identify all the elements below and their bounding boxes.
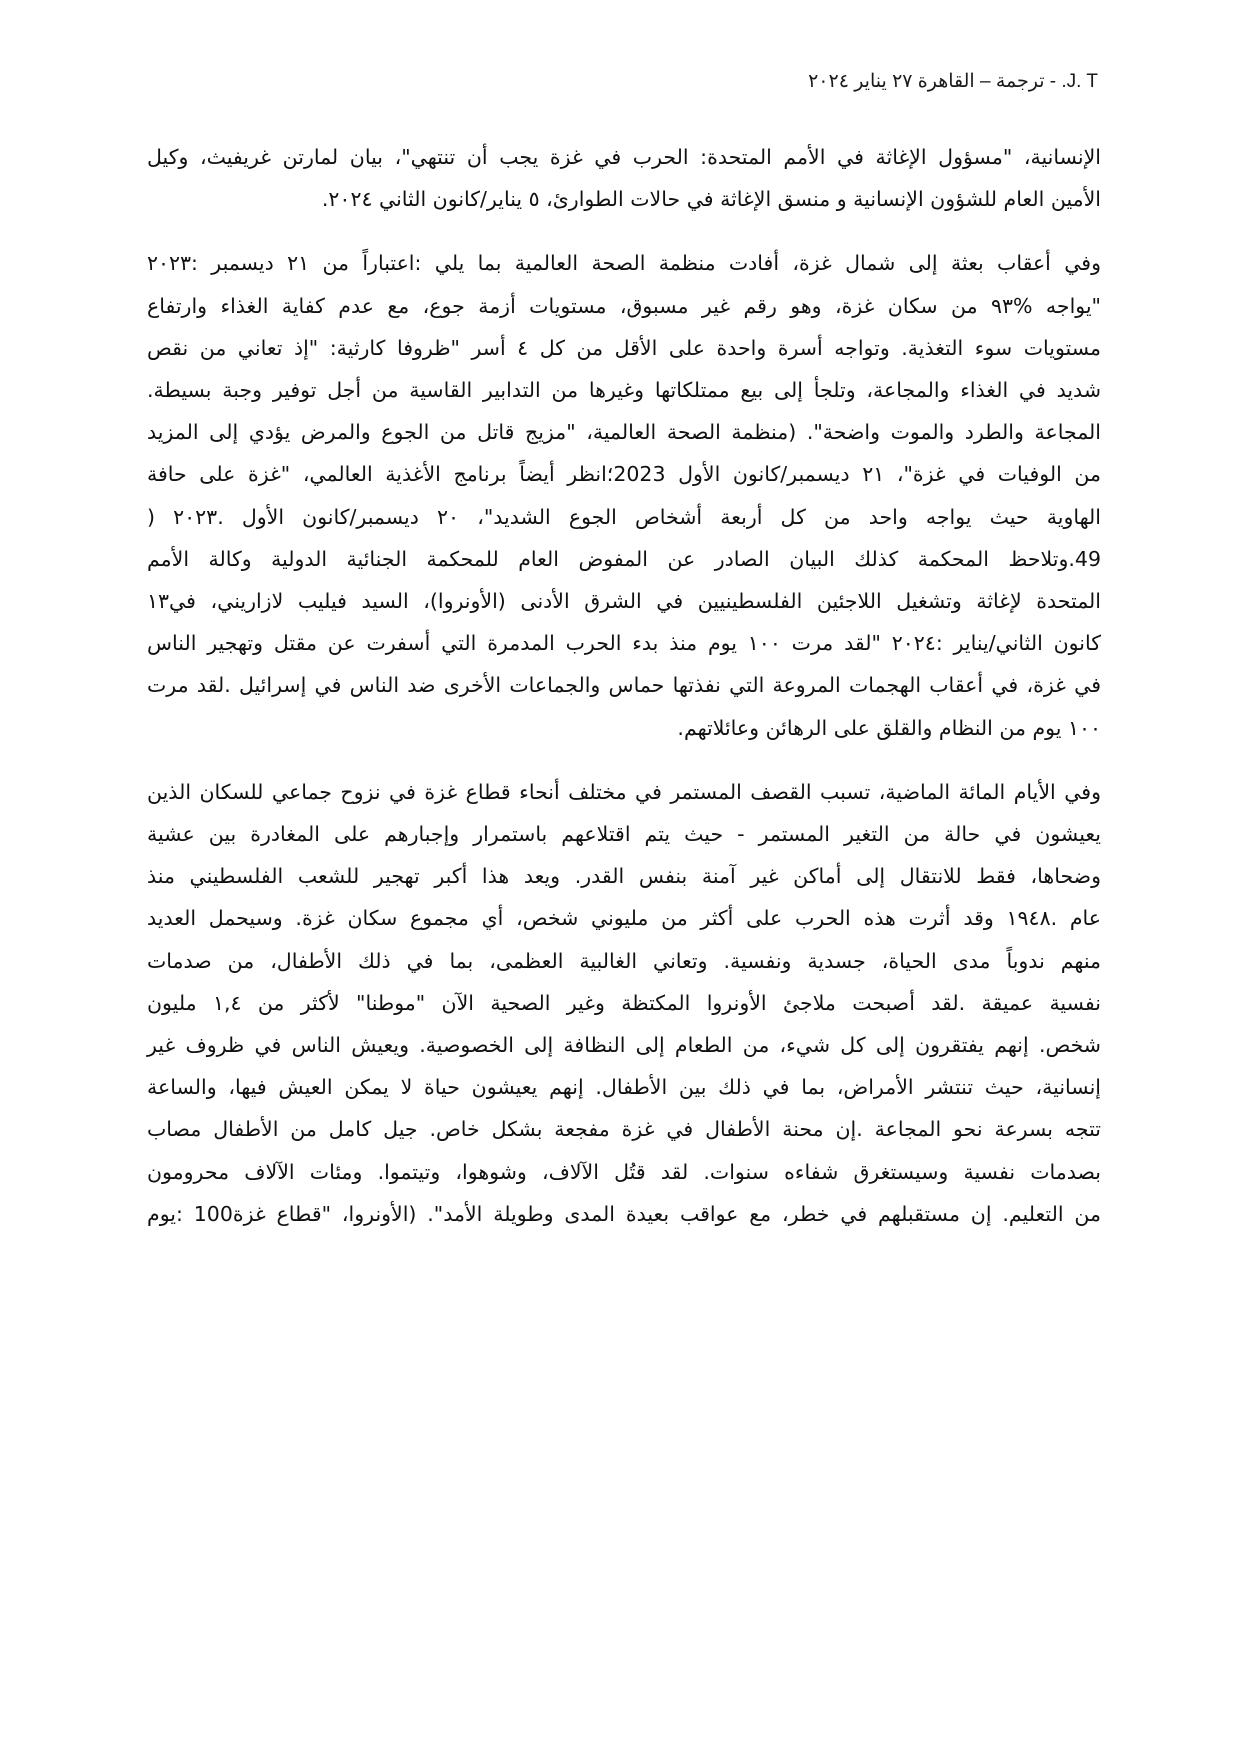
text-line: وفي أعقاب بعثة إلى شمال غزة، أفادت منظمة الصحة العالمية بما يلي :اعتباراً من ٢١ ديسمبر :٢٠٢٣ <box>147 251 1101 276</box>
text-line: "يواجه %٩٣ من سكان غزة، وهو رقم غير مسبوق، مستويات أزمة جوع، مع عدم كفاية الغذاء وارتفاع <box>147 293 1101 318</box>
text-line: يعيشون في حالة من التغير المستمر - حيث يتم اقتلاعهم باستمرار وإجبارهم على المغادرة بين عشية <box>147 822 1101 847</box>
text-line: وفي الأيام المائة الماضية، تسبب القصف المستمر في مختلف أنحاء قطاع غزة في نزوح جماعي للسكان الذين <box>147 779 1101 804</box>
text-line: المجاعة والطرد والموت واضحة". (منظمة الصحة العالمية، "مزيج قاتل من الجوع والمرض يؤدي إلى المزيد <box>147 420 1101 445</box>
text-line: الأمين العام للشؤون الإنسانية و منسق الإغاثة في حالات الطوارئ، ٥ يناير/كانون الثاني ٢٠٢٤. <box>321 187 1101 212</box>
text-line: بصدمات نفسية وسيستغرق شفاءه سنوات. لقد قتُل الآلاف، وشوهوا، وتيتموا. ومئات الآلاف محرومون <box>147 1159 1101 1184</box>
text-line: مستويات سوء التغذية. وتواجه أسرة واحدة على الأقل من كل ٤ أسر "ظروفا كارثية: "إذ تعاني من نقص <box>147 335 1101 360</box>
text-line: إنسانية، حيث تنتشر الأمراض، بما في ذلك بين الأطفال. إنهم يعيشون حياة لا يمكن العيش فيها، والساعة <box>147 1075 1101 1100</box>
text-line: الهاوية حيث يواجه واحد من كل أربعة أشخاص الجوع الشديد"، ٢٠ ديسمبر/كانون الأول .٢٠٢٣ ( <box>147 504 1101 529</box>
paragraph-1 <box>147 136 1101 220</box>
text-line: في غزة، في أعقاب الهجمات المروعة التي نفذتها حماس والجماعات الأخرى ضد الناس في إسرائيل .لقد مرت <box>147 673 1101 698</box>
text-line: منهم ندوباً مدى الحياة، جسدية ونفسية. وتعاني الغالبية العظمى، بما في ذلك الأطفال، من صدمات <box>147 948 1101 973</box>
text-line: 49.وتلاحظ المحكمة كذلك البيان الصادر عن المفوض العام للمحكمة الجنائية الدولية وكالة الأمم <box>147 546 1101 571</box>
page-header: J. T. - ترجمة – القاهرة ٢٧ يناير ٢٠٢٤ <box>808 71 1098 92</box>
text-line: ١٠٠ يوم من النظام والقلق على الرهائن وعائلاتهم. <box>677 715 1101 740</box>
text-line: شديد في الغذاء والمجاعة، وتلجأ إلى بيع ممتلكاتها وغيرها من التدابير القاسية من أجل توفير وجبة بسيطة. <box>147 378 1101 403</box>
paragraph-3 <box>147 771 1101 1235</box>
text-line: المتحدة لإغاثة وتشغيل اللاجئين الفلسطينيين في الشرق الأدنى (الأونروا)، السيد فيليب لازاريني، في١٣ <box>147 589 1101 614</box>
text-line: شخص. إنهم يفتقرون إلى كل شيء، من الطعام إلى النظافة إلى الخصوصية. ويعيش الناس في ظروف غير <box>147 1033 1101 1058</box>
document-body <box>147 136 1101 1257</box>
text-line: الإنسانية، "مسؤول الإغاثة في الأمم المتحدة: الحرب في غزة يجب أن تنتهي"، بيان لمارتن غريفيث، وكيل <box>147 145 1101 169</box>
text-line: نفسية عميقة .لقد أصبحت ملاجئ الأونروا المكتظة وغير الصحية الآن "موطنا" لأكثر من ١,٤ مليون <box>147 990 1101 1015</box>
text-line: من التعليم. إن مستقبلهم في خطر، مع عواقب بعيدة المدى وطويلة الأمد". (الأونروا، "قطاع غزة100 :يوم <box>147 1201 1101 1226</box>
text-line: عام .١٩٤٨ وقد أثرت هذه الحرب على أكثر من مليوني شخص، أي مجموع سكان غزة. وسيحمل العديد <box>147 906 1102 931</box>
text-line: كانون الثاني/يناير :٢٠٢٤ "لقد مرت ١٠٠ يوم منذ بدء الحرب المدمرة التي أسفرت عن مقتل وتهجير الناس <box>147 631 1101 656</box>
text-line: وضحاها، فقط للانتقال إلى أماكن غير آمنة بنفس القدر. ويعد هذا أكبر تهجير للشعب الفلسطيني منذ <box>147 864 1101 889</box>
paragraph-2 <box>147 242 1101 748</box>
text-line: من الوفيات في غزة"، ٢١ ديسمبر/كانون الأول 2023؛انظر أيضاً برنامج الأغذية العالمي، "غزة على حافة <box>147 462 1101 487</box>
text-line: تتجه بسرعة نحو المجاعة .إن محنة الأطفال في غزة مفجعة بشكل خاص. جيل كامل من الأطفال مصاب <box>147 1117 1101 1142</box>
